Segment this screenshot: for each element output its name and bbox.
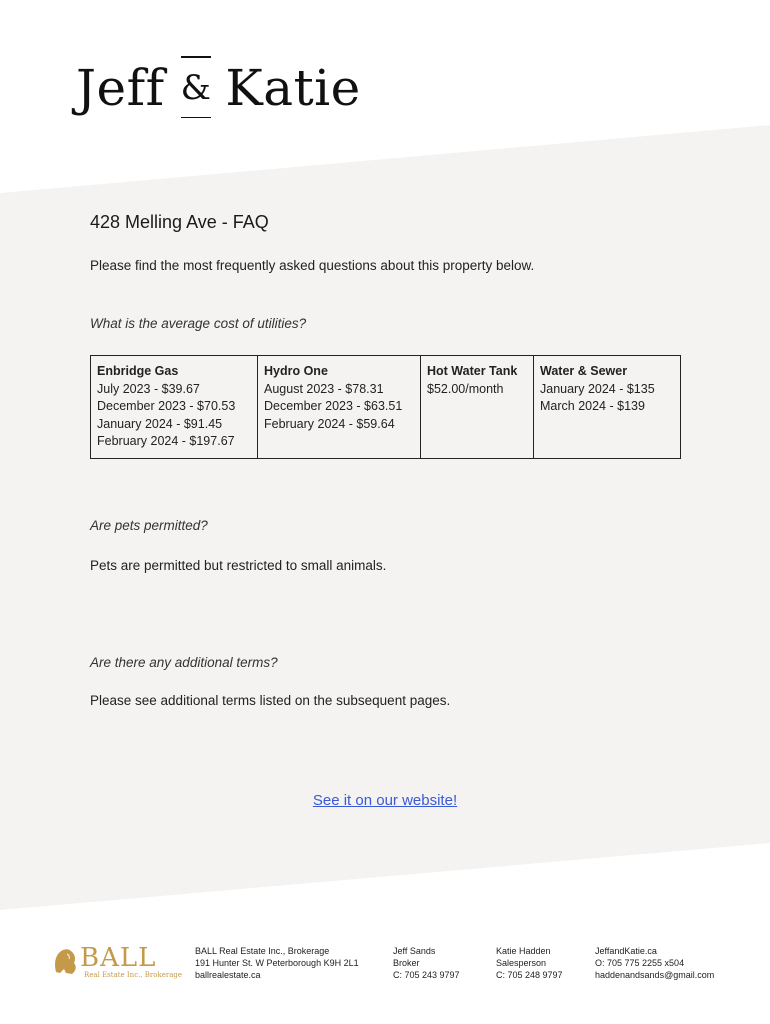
logo-first-name: Jeff <box>76 59 165 117</box>
utility-cell-water-sewer <box>534 356 681 459</box>
utility-line: February 2024 - $59.64 <box>264 416 395 431</box>
intro-text: Please find the most frequently asked questions about this property below. <box>90 258 535 273</box>
faq-answer-terms: Please see additional terms listed on the subsequent pages. <box>90 693 451 708</box>
agent-phone[interactable]: C: 705 243 9797 <box>393 970 460 980</box>
utility-header: Water & Sewer <box>540 364 628 378</box>
logo-ampersand: & <box>181 52 212 112</box>
utility-line: August 2023 - $78.31 <box>264 381 384 396</box>
contact-email[interactable]: haddenandsands@gmail.com <box>595 970 715 980</box>
footer-contact <box>595 945 714 981</box>
faq-answer-pets: Pets are permitted but restricted to small animals. <box>90 558 387 573</box>
brokerage-address: 191 Hunter St. W Peterborough K9H 2L1 <box>195 958 359 968</box>
utility-line: March 2024 - $139 <box>540 399 645 413</box>
agent-role: Salesperson <box>496 958 547 968</box>
utility-line: January 2024 - $91.45 <box>97 416 223 431</box>
utility-line: July 2023 - $39.67 <box>97 381 200 396</box>
agent-phone[interactable]: C: 705 248 9797 <box>496 970 563 980</box>
faq-question-pets: Are pets permitted? <box>90 518 208 533</box>
ball-tagline: Real Estate Inc., Brokerage <box>84 971 183 979</box>
utility-line: January 2024 - $135 <box>540 381 655 396</box>
utility-header: Hydro One <box>264 364 328 378</box>
lion-head-icon <box>52 946 78 976</box>
footer <box>0 940 770 1000</box>
contact-phone[interactable]: O: 705 775 2255 x504 <box>595 958 685 968</box>
ball-logo <box>52 943 183 984</box>
utility-cell-hot-water <box>421 356 534 459</box>
faq-question-terms: Are there any additional terms? <box>90 655 278 670</box>
logo-second-name: Katie <box>225 59 361 117</box>
agent-role: Broker <box>393 958 420 968</box>
utility-cell-hydro <box>258 356 421 459</box>
jeff-katie-logo <box>76 58 361 118</box>
utility-line: February 2024 - $197.67 <box>97 434 235 448</box>
utility-line: December 2023 - $70.53 <box>97 399 236 413</box>
utility-line: $52.00/month <box>427 381 504 396</box>
faq-question-utilities: What is the average cost of utilities? <box>90 316 307 331</box>
contact-web[interactable]: JeffandKatie.ca <box>595 946 657 956</box>
footer-agent-jeff <box>393 945 460 981</box>
footer-agent-katie <box>496 945 563 981</box>
brokerage-web[interactable]: ballrealestate.ca <box>195 970 261 980</box>
utility-cell-enbridge <box>91 356 258 459</box>
utilities-table <box>90 355 681 459</box>
agent-name: Jeff Sands <box>393 946 436 956</box>
page-title: 428 Melling Ave - FAQ <box>90 212 269 232</box>
utility-header: Enbridge Gas <box>97 364 179 378</box>
website-link[interactable]: See it on our website! <box>312 792 458 809</box>
ball-wordmark: BALL <box>80 943 157 973</box>
utility-line: December 2023 - $63.51 <box>264 399 403 413</box>
brokerage-name: BALL Real Estate Inc., Brokerage <box>195 946 330 956</box>
utility-header: Hot Water Tank <box>427 364 518 378</box>
footer-brokerage <box>195 945 359 981</box>
agent-name: Katie Hadden <box>496 946 551 956</box>
table-row <box>91 356 681 459</box>
